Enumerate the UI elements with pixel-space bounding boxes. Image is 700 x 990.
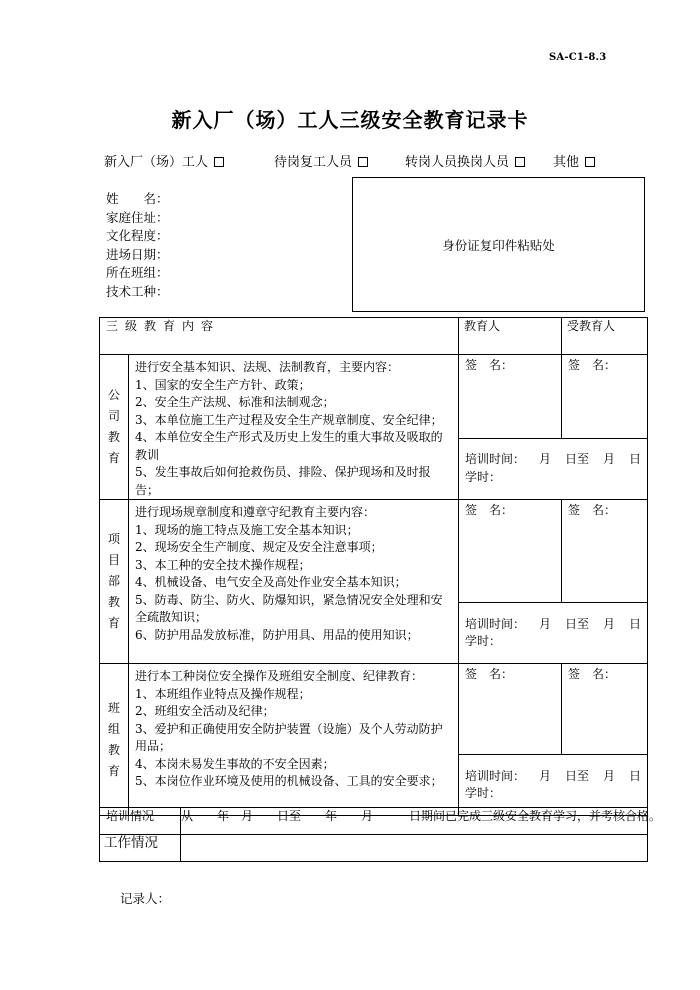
category-return-to-work[interactable] (274, 151, 368, 170)
header-content: 三级教育内容 (100, 318, 459, 355)
educator-signature-project[interactable]: 签 名： (459, 500, 562, 603)
education-field[interactable]: 文化程度： (106, 228, 169, 244)
training-status-value[interactable]: 从 年 月 日至 年 月 日期间已完成三级安全教育学习，并考核合格。 (181, 808, 648, 835)
section-label-project: 项 目 部 教 育 (100, 500, 129, 664)
personal-info-fields (106, 190, 169, 302)
category-job-transfer[interactable] (405, 151, 525, 170)
section-content-team: 进行本工种岗位安全操作及班组安全制度、纪律教育： 1、本班组作业特点及操作规程； 2、班组安全活动及纪律； 3、爱护和正确使用安全防护装置（设施）及个人劳动防护用品； 4、本岗未易发生事故的不安全因素； 5、本岗位作业环境及使用的机械设备、工具的安全要求； (129, 664, 459, 816)
category-checkboxes (104, 151, 664, 171)
table-header-row (100, 318, 648, 355)
category-other[interactable] (553, 151, 595, 170)
educator-signature-team[interactable]: 签 名： (459, 664, 562, 755)
category-label: 其他 (553, 155, 580, 170)
educator-signature-company[interactable]: 签 名： (459, 355, 562, 439)
name-field[interactable]: 姓 名： (106, 191, 169, 206)
training-status-label: 培训情况 (100, 808, 181, 835)
checkbox[interactable] (358, 157, 368, 167)
document-code: SA-C1-8.3 (549, 52, 607, 63)
entry-date-field[interactable]: 进场日期： (106, 246, 169, 262)
section-content-project: 进行现场规章制度和遵章守纪教育主要内容： 1、现场的施工特点及施工安全基本知识； 2、现场安全生产制度、规定及安全注意事项； 3、本工种的安全技术操作规程； 4、机械设备、电气安全及高处作业安全基本知识； 5、防毒、防尘、防火、防爆知识，紧急情况安全处理和安全疏散知识； 6、防护用品发放标准，防护用具、用品的使用知识； (129, 500, 459, 664)
section-label-company: 公 司 教 育 (100, 355, 129, 500)
educated-signature-team[interactable]: 签 名： (562, 664, 648, 755)
educated-signature-project[interactable]: 签 名： (562, 500, 648, 603)
trade-field[interactable]: 技术工种： (106, 283, 169, 299)
category-new-worker[interactable] (104, 151, 224, 170)
summary-table (99, 807, 662, 862)
category-label: 待岗复工人员 (274, 155, 353, 170)
section-company-row (100, 355, 648, 439)
category-label: 新入厂（场）工人 (104, 155, 209, 170)
address-field[interactable]: 家庭住址： (106, 209, 169, 225)
id-copy-label: 身份证复印件粘贴处 (442, 237, 555, 253)
work-status-label: 工作情况 (100, 835, 181, 862)
section-team-row (100, 664, 648, 755)
educated-signature-company[interactable]: 签 名： (562, 355, 648, 439)
training-time-company[interactable]: 培训时间： 月 日至 月 日 学时： (459, 438, 648, 499)
work-status-value[interactable] (181, 835, 648, 862)
section-label-team: 班 组 教 育 (100, 664, 129, 816)
education-record-table (99, 317, 648, 816)
training-time-project[interactable]: 培训时间： 月 日至 月 日 学时： (459, 603, 648, 664)
training-time-team[interactable]: 培训时间： 月 日至 月 日 学时： (459, 755, 648, 816)
section-project-row (100, 500, 648, 603)
page-title: 新入厂（场）工人三级安全教育记录卡 (171, 108, 529, 132)
checkbox[interactable] (585, 157, 595, 167)
training-status-row (100, 808, 648, 835)
header-educated: 受教育人 (562, 318, 648, 355)
team-field[interactable]: 所在班组： (106, 265, 169, 281)
id-copy-paste-area (352, 177, 645, 312)
category-label: 转岗人员换岗人员 (405, 155, 510, 170)
checkbox[interactable] (515, 157, 525, 167)
section-content-company: 进行安全基本知识、法规、法制教育，主要内容： 1、国家的安全生产方针、政策； 2、安全生产法规、标准和法制观念； 3、本单位施工生产过程及安全生产规章制度、安全纪律； 4、本单位安全生产形式及历史上发生的重大事故及吸取的教训 5、发生事故后如何抢救伤员、排险、保护现场和及时报告； (129, 355, 459, 500)
header-educator: 教育人 (459, 318, 562, 355)
checkbox[interactable] (214, 157, 224, 167)
work-status-row (100, 835, 648, 862)
recorder-field[interactable]: 记录人： (120, 891, 171, 906)
